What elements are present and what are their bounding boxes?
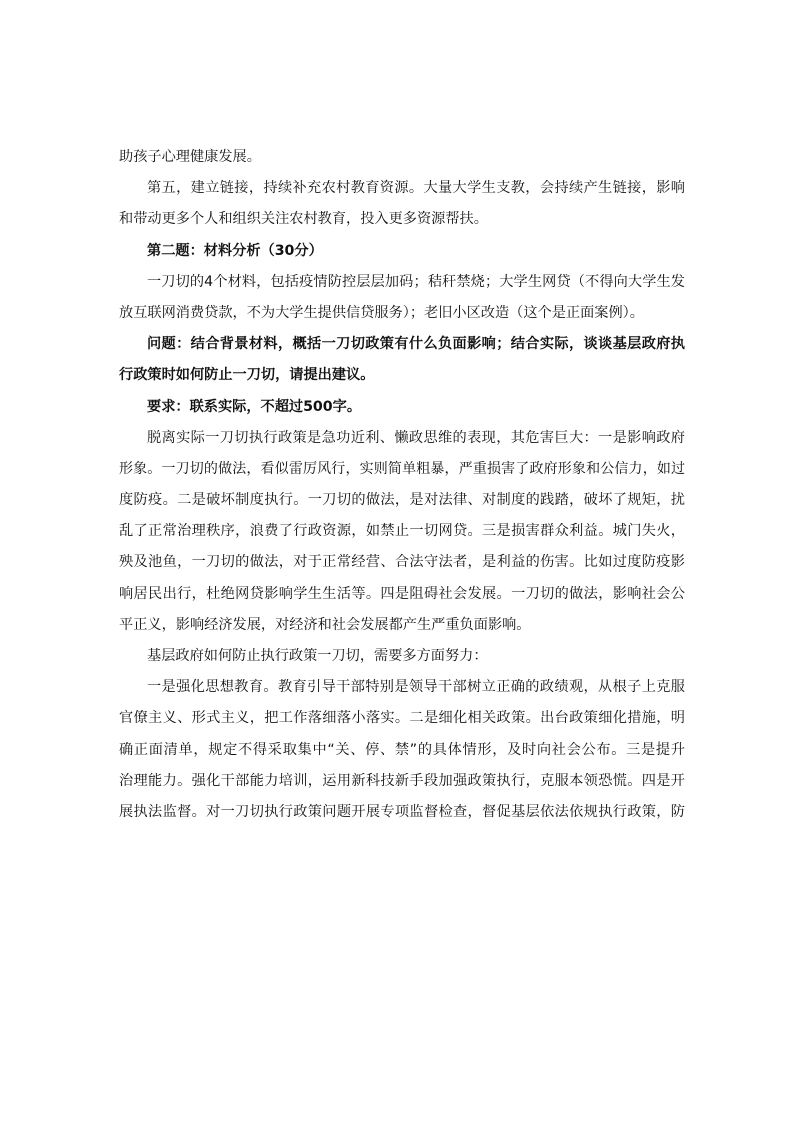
heading-line: 问题：结合背景材料，概括一刀切政策有什么负面影响；结合实际，谈谈基层政府执 (147, 336, 685, 353)
paragraph-line: 放互联网消费贷款，不为大学生提供信贷服务）；老旧小区改造（这个是正面案例）。 (119, 304, 644, 321)
document-body (119, 142, 685, 828)
paragraph-line: 响居民出行，杜绝网贷影响学生生活等。四是阻碍社会发展。一刀切的做法，影响社会公 (119, 585, 685, 602)
paragraph-line: 一是强化思想教育。教育引导干部特别是领导干部树立正确的政绩观，从根子上克服 (147, 679, 685, 696)
paragraph-line: 度防疫。二是破坏制度执行。一刀切的做法，是对法律、对制度的践踏，破坏了规矩，扰 (119, 492, 685, 509)
heading-line: 第二题：材料分析（30分） (147, 242, 323, 259)
paragraph-line: 确正面清单，规定不得采取集中“关、停、禁”的具体情形，及时向社会公布。三是提升 (119, 741, 685, 758)
paragraph-line: 乱了正常治理秩序，浪费了行政资源，如禁止一切网贷。三是损害群众利益。城门失火， (119, 523, 685, 540)
paragraph-line: 治理能力。强化干部能力培训，运用新科技新手段加强政策执行，克服本领恐慌。四是开 (119, 772, 685, 789)
paragraph-line: 第五，建立链接，持续补充农村教育资源。大量大学生支教，会持续产生链接，影响 (147, 180, 685, 197)
paragraph-line: 和带动更多个人和组织关注农村教育，投入更多资源帮扶。 (119, 211, 488, 228)
paragraph-line: 形象。一刀切的做法，看似雷厉风行，实则简单粗暴，严重损害了政府形象和公信力，如过 (119, 460, 685, 477)
paragraph-line: 平正义，影响经济发展，对经济和社会发展都产生严重负面影响。 (119, 616, 531, 633)
paragraph-line: 基层政府如何防止执行政策一刀切，需要多方面努力： (147, 648, 488, 664)
paragraph-line: 一刀切的4个材料，包括疫情防控层层加码；秸秆禁烧；大学生网贷（不得向大学生发 (147, 273, 685, 290)
paragraph-line: 助孩子心理健康发展。 (119, 149, 261, 165)
paragraph-line: 官僚主义、形式主义，把工作落细落小落实。二是细化相关政策。出台政策细化措施，明 (119, 710, 685, 727)
heading-line: 行政策时如何防止一刀切，请提出建议。 (119, 367, 375, 384)
paragraph-line: 殃及池鱼，一刀切的做法，对于正常经营、合法守法者，是利益的伤害。比如过度防疫影 (119, 554, 685, 571)
heading-line: 要求：联系实际，不超过500字。 (147, 398, 362, 415)
paragraph-line: 脱离实际一刀切执行政策是急功近利、懒政思维的表现，其危害巨大：一是影响政府 (147, 429, 685, 446)
paragraph-line: 展执法监督。对一刀切执行政策问题开展专项监督检查，督促基层依法依规执行政策，防 (119, 803, 685, 820)
